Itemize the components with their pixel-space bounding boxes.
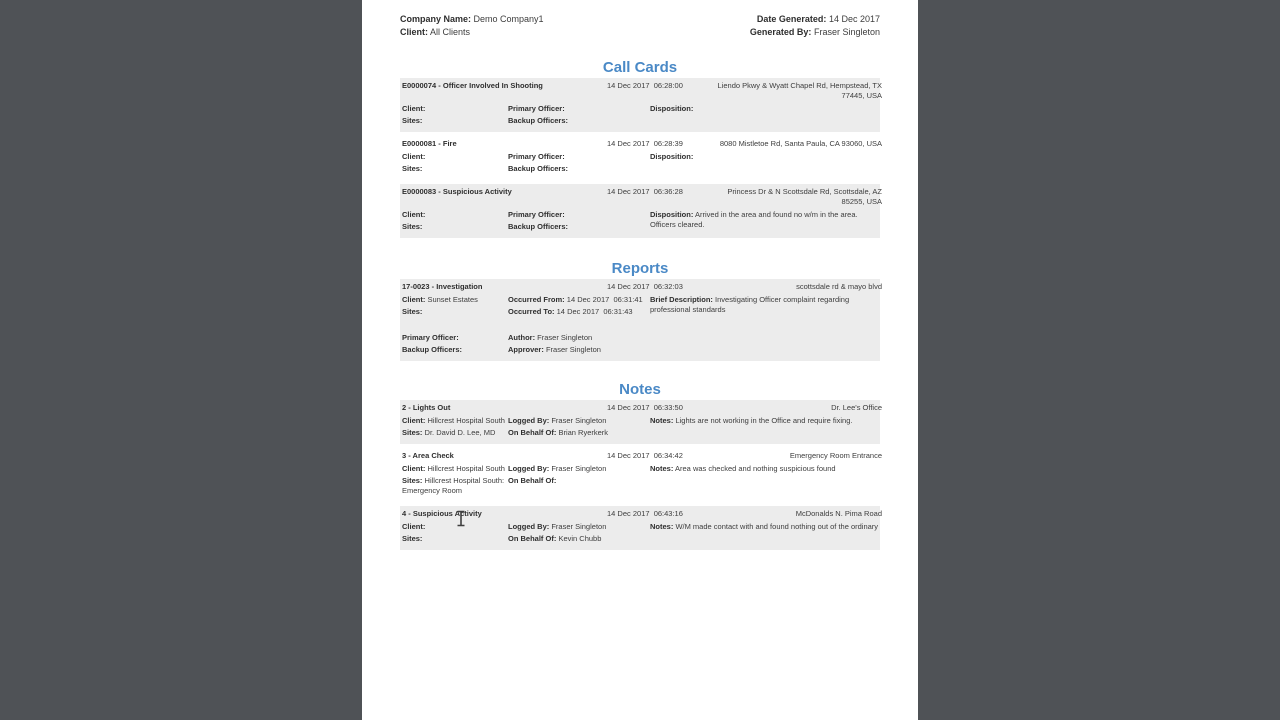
- call-card-header: [400, 184, 880, 208]
- field-value: 14 Dec 2017 06:31:41: [566, 295, 643, 304]
- details-col-1: [402, 210, 508, 234]
- field-value: Investigating Officer complaint regarding professional standards: [650, 295, 852, 314]
- note-card: [400, 506, 880, 550]
- field-label: Brief Description:: [650, 295, 713, 304]
- sites-field: [402, 307, 508, 317]
- client-field: [402, 295, 508, 305]
- field-label: Backup Officers:: [508, 116, 569, 125]
- report-card-location: scottsdale rd & mayo blvd: [796, 282, 882, 291]
- disposition-field: [650, 104, 882, 114]
- field-value: Kevin Chubb: [558, 534, 602, 543]
- field-label: Company Name:: [400, 14, 472, 24]
- note-card-datetime: 14 Dec 2017 06:34:42: [607, 451, 683, 460]
- field-value: Hillcrest Hospital South: [427, 416, 505, 425]
- field-label: Sites:: [402, 428, 423, 437]
- field-label: Occurred From:: [508, 295, 565, 304]
- field-label: Sites:: [402, 116, 423, 125]
- disposition-field: [650, 152, 882, 162]
- on-behalf-of-field: [508, 476, 650, 486]
- note-card: [400, 400, 880, 444]
- section-title-call-cards: Call Cards: [602, 59, 678, 76]
- field-label: Disposition:: [650, 104, 694, 113]
- field-value: Lights are not working in the Office and require fixing.: [675, 416, 853, 425]
- note-card-title: 4 - Suspicious Activity: [402, 509, 482, 518]
- field-label: Date Generated:: [756, 14, 827, 24]
- field-value: All Clients: [430, 27, 471, 37]
- report-card: [400, 279, 880, 361]
- meta-generated-by: [750, 26, 880, 39]
- note-card-title: 2 - Lights Out: [402, 403, 451, 412]
- details-col-2: [508, 210, 650, 234]
- details-col-1: [402, 333, 508, 357]
- call-card: [400, 184, 880, 238]
- field-label: On Behalf Of:: [508, 534, 557, 543]
- field-label: Backup Officers:: [508, 164, 569, 173]
- field-label: Client:: [402, 295, 426, 304]
- details-col-1: [402, 416, 508, 440]
- primary-officer-field: [508, 104, 650, 114]
- note-card-details: [400, 462, 880, 502]
- report-page: [362, 0, 918, 720]
- details-col-3: [650, 210, 882, 234]
- field-label: Occurred To:: [508, 307, 555, 316]
- logged-by-field: [508, 416, 650, 426]
- field-label: Logged By:: [508, 464, 550, 473]
- field-label: Notes:: [650, 416, 674, 425]
- client-field: [402, 152, 508, 162]
- details-col-3: [650, 522, 882, 546]
- field-label: Sites:: [402, 476, 423, 485]
- sites-field: [402, 222, 508, 232]
- sites-field: [402, 534, 508, 544]
- field-label: Client:: [402, 522, 426, 531]
- note-card-datetime: 14 Dec 2017 06:33:50: [607, 403, 683, 412]
- field-value: Dr. David D. Lee, MD: [424, 428, 496, 437]
- details-col-3: [650, 295, 882, 319]
- brief-description-field: [650, 295, 882, 315]
- call-card-title: E0000081 - Fire: [402, 139, 457, 148]
- details-col-3: [650, 152, 882, 176]
- meta-left: [400, 13, 544, 39]
- note-card-location: Dr. Lee's Office: [831, 403, 882, 412]
- details-col-2: [508, 152, 650, 176]
- field-label: Sites:: [402, 222, 423, 231]
- sites-field: [402, 476, 508, 496]
- backup-officers-field: [508, 222, 650, 232]
- field-label: Client:: [402, 416, 426, 425]
- logged-by-field: [508, 464, 650, 474]
- call-card-details: [400, 102, 880, 132]
- disposition-field: [650, 210, 882, 230]
- field-value: Area was checked and nothing suspicious found: [675, 464, 836, 473]
- field-value: Hillcrest Hospital South: [427, 464, 505, 473]
- backup-officers-field: [508, 116, 650, 126]
- meta-date-generated: [750, 13, 880, 26]
- details-col-1: [402, 295, 508, 319]
- logged-by-field: [508, 522, 650, 532]
- field-value: 14 Dec 2017 06:31:43: [556, 307, 633, 316]
- report-card-datetime: 14 Dec 2017 06:32:03: [607, 282, 683, 291]
- backup-officers-field: [508, 164, 650, 174]
- note-card-location: Emergency Room Entrance: [789, 451, 882, 460]
- call-card-title: E0000074 - Officer Involved In Shooting: [402, 81, 543, 90]
- note-card-header: [400, 448, 880, 462]
- details-col-2: [508, 333, 650, 357]
- call-card-header: [400, 78, 880, 102]
- sites-field: [402, 428, 508, 438]
- section-title-notes: Notes: [619, 381, 661, 398]
- report-card-details-officers: [400, 323, 880, 361]
- note-card-header: [400, 506, 880, 520]
- note-card-title: 3 - Area Check: [402, 451, 454, 460]
- meta-client: [400, 26, 544, 39]
- sites-field: [402, 164, 508, 174]
- backup-officers-field: [402, 345, 508, 355]
- field-label: Primary Officer:: [508, 152, 565, 161]
- note-card-datetime: 14 Dec 2017 06:43:16: [607, 509, 683, 518]
- call-card: [400, 78, 880, 132]
- primary-officer-field: [508, 152, 650, 162]
- call-card-details: [400, 150, 880, 180]
- author-field: [508, 333, 650, 343]
- call-card-location: Liendo Pkwy & Wyatt Chapel Rd, Hempstead, TX 77445, USA: [717, 81, 882, 100]
- field-value: Fraser Singleton: [813, 27, 880, 37]
- field-label: Primary Officer:: [508, 210, 565, 219]
- client-field: [402, 104, 508, 114]
- field-label: Backup Officers:: [402, 345, 463, 354]
- call-card-location: 8080 Mistletoe Rd, Santa Paula, CA 93060, USA: [719, 139, 882, 148]
- field-label: On Behalf Of:: [508, 476, 557, 485]
- text-cursor-icon: [455, 510, 467, 527]
- field-label: Disposition:: [650, 210, 694, 219]
- report-meta-header: [400, 13, 880, 39]
- field-label: Backup Officers:: [508, 222, 569, 231]
- field-label: Primary Officer:: [402, 333, 459, 342]
- field-label: Author:: [508, 333, 536, 342]
- client-field: [402, 210, 508, 220]
- report-card-title: 17-0023 - Investigation: [402, 282, 483, 291]
- field-label: Notes:: [650, 464, 674, 473]
- on-behalf-of-field: [508, 428, 650, 438]
- field-value: Fraser Singleton: [551, 416, 607, 425]
- call-card-datetime: 14 Dec 2017 06:36:28: [607, 187, 683, 196]
- details-col-3: [650, 464, 882, 498]
- field-label: Client:: [402, 104, 426, 113]
- details-col-2: [508, 295, 650, 319]
- field-label: Sites:: [402, 307, 423, 316]
- details-col-3: [650, 416, 882, 440]
- notes-field: [650, 464, 882, 474]
- field-label: Client:: [402, 152, 426, 161]
- field-label: Disposition:: [650, 152, 694, 161]
- approver-field: [508, 345, 650, 355]
- call-card-datetime: 14 Dec 2017 06:28:39: [607, 139, 683, 148]
- note-card-header: [400, 400, 880, 414]
- field-label: Primary Officer:: [508, 104, 565, 113]
- client-field: [402, 416, 508, 426]
- report-card-header: [400, 279, 880, 293]
- call-card-details: [400, 208, 880, 238]
- call-card: [400, 136, 880, 180]
- notes-field: [650, 522, 882, 532]
- note-card: [400, 448, 880, 502]
- call-card-datetime: 14 Dec 2017 06:28:00: [607, 81, 683, 90]
- details-col-3: [650, 333, 882, 357]
- field-label: Logged By:: [508, 522, 550, 531]
- call-card-location: Princess Dr & N Scottsdale Rd, Scottsdale, AZ 85255, USA: [727, 187, 882, 206]
- field-value: Sunset Estates: [427, 295, 478, 304]
- field-label: Sites:: [402, 164, 423, 173]
- field-label: Logged By:: [508, 416, 550, 425]
- field-label: Client:: [402, 210, 426, 219]
- field-value: Fraser Singleton: [545, 345, 601, 354]
- note-card-details: [400, 414, 880, 444]
- details-col-2: [508, 522, 650, 546]
- field-label: Client:: [402, 464, 426, 473]
- report-card-details: [400, 293, 880, 323]
- field-value: Demo Company1: [473, 14, 544, 24]
- field-value: Brian Ryerkerk: [558, 428, 609, 437]
- on-behalf-of-field: [508, 534, 650, 544]
- primary-officer-field: [508, 210, 650, 220]
- occurred-to-field: [508, 307, 650, 317]
- occurred-from-field: [508, 295, 650, 305]
- meta-right: [750, 13, 880, 39]
- report-content: [362, 0, 918, 550]
- note-card-details: [400, 520, 880, 550]
- field-value: 14 Dec 2017: [828, 14, 880, 24]
- field-value: Fraser Singleton: [551, 464, 607, 473]
- sites-field: [402, 116, 508, 126]
- details-col-3: [650, 104, 882, 128]
- note-card-location: McDonalds N. Pima Road: [795, 509, 882, 518]
- field-value: W/M made contact with and found nothing out of the ordinary: [675, 522, 879, 531]
- details-col-2: [508, 416, 650, 440]
- field-label: Approver:: [508, 345, 544, 354]
- field-value: Arrived in the area and found no w/m in the area. Officers cleared.: [650, 210, 860, 229]
- field-label: Notes:: [650, 522, 674, 531]
- field-label: Generated By:: [749, 27, 812, 37]
- details-col-2: [508, 104, 650, 128]
- field-value: Fraser Singleton: [537, 333, 593, 342]
- client-field: [402, 464, 508, 474]
- details-col-1: [402, 464, 508, 498]
- notes-field: [650, 416, 882, 426]
- field-label: Sites:: [402, 534, 423, 543]
- field-label: Client:: [400, 27, 428, 37]
- details-col-1: [402, 104, 508, 128]
- field-value: Fraser Singleton: [551, 522, 607, 531]
- details-col-2: [508, 464, 650, 498]
- details-col-1: [402, 152, 508, 176]
- field-label: On Behalf Of:: [508, 428, 557, 437]
- call-card-header: [400, 136, 880, 150]
- section-title-reports: Reports: [611, 260, 669, 277]
- call-card-title: E0000083 - Suspicious Activity: [402, 187, 512, 196]
- field-value: Hillcrest Hospital South: Emergency Room: [402, 476, 507, 495]
- meta-company-name: [400, 13, 544, 26]
- primary-officer-field: [402, 333, 508, 343]
